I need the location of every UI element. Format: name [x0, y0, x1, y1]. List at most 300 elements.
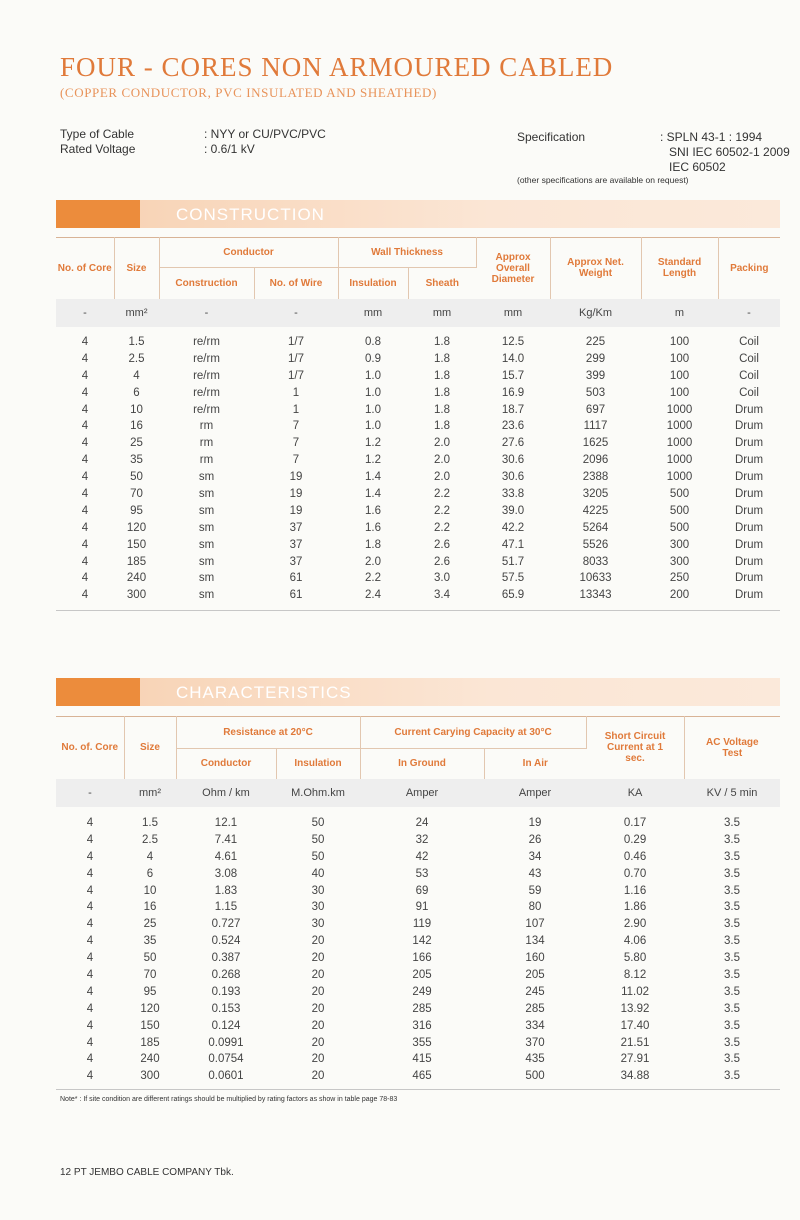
table-row — [56, 1068, 780, 1085]
table-row — [56, 967, 780, 984]
table-cell: 24 — [415, 816, 429, 829]
table-cell: 4 — [81, 504, 89, 517]
table-cell: 1.6 — [365, 504, 382, 517]
table-cell: re/rm — [193, 369, 220, 382]
table-cell: 1.8 — [434, 335, 451, 348]
table-cell: 30.6 — [501, 454, 525, 467]
table-cell: 17.40 — [620, 1019, 650, 1032]
specification-note: (other specifications are available on request) — [517, 175, 689, 185]
table-cell: 1.2 — [365, 454, 382, 467]
table-cell: 285 — [525, 1002, 545, 1015]
table-cell: 285 — [412, 1002, 432, 1015]
units-row — [56, 299, 780, 327]
table-cell: 300 — [126, 589, 147, 602]
table-cell: 0.0601 — [208, 1070, 244, 1083]
rated-voltage-value: : 0.6/1 kV — [204, 142, 255, 156]
table-cell: 100 — [669, 369, 690, 382]
table-cell: 1.15 — [214, 901, 238, 914]
table-cell: 120 — [140, 1002, 160, 1015]
table-cell: 185 — [126, 555, 147, 568]
header-sheath: Sheath — [425, 277, 459, 289]
table-row — [56, 502, 780, 519]
table-cell: 0.124 — [211, 1019, 241, 1032]
table-cell: 4 — [86, 952, 94, 965]
table-cell: 0.193 — [211, 985, 241, 998]
table-cell: 20 — [311, 935, 325, 948]
table-row — [56, 486, 780, 503]
table-cell: 300 — [140, 1070, 160, 1083]
table-cell: 1000 — [666, 437, 693, 450]
table-cell: Coil — [739, 369, 759, 382]
unit-cell: - — [159, 299, 254, 327]
table-cell: 2096 — [582, 454, 609, 467]
header-no-of-wire: No. of Wire — [254, 268, 338, 299]
table-cell: 1.8 — [434, 386, 451, 399]
unit-cell: mm — [338, 299, 408, 327]
page-subtitle: (COPPER CONDUCTOR, PVC INSULATED AND SHEATHED) — [60, 85, 437, 100]
page-footer: 12 PT JEMBO CABLE COMPANY Tbk. — [60, 1167, 234, 1178]
table-cell: 8033 — [582, 555, 609, 568]
table-cell: 3.5 — [724, 816, 741, 829]
table-cell: 19 — [289, 504, 303, 517]
table-cell: Drum — [734, 572, 764, 585]
table-cell: 1.8 — [434, 369, 451, 382]
table-cell: 20 — [311, 952, 325, 965]
table-row — [56, 983, 780, 1000]
table-row — [56, 401, 780, 418]
table-cell: 500 — [669, 521, 690, 534]
table-cell: 0.9 — [365, 352, 382, 365]
unit-cell: mm² — [124, 779, 176, 807]
unit-cell: - — [718, 299, 780, 327]
table-cell: 1000 — [666, 454, 693, 467]
table-cell: 4 — [86, 884, 94, 897]
table-cell: 27.91 — [620, 1053, 650, 1066]
table-cell: 7 — [292, 454, 300, 467]
table-cell: 34 — [528, 850, 542, 863]
table-cell: 4 — [81, 335, 89, 348]
header-short-circuit: Short Circuit Current at 1 sec. — [586, 717, 684, 779]
table-cell: 334 — [525, 1019, 545, 1032]
table-cell: 1 — [292, 403, 300, 416]
construction-table — [56, 237, 780, 604]
table-cell: 3.5 — [724, 1053, 741, 1066]
table-cell: 1000 — [666, 403, 693, 416]
header-ac-voltage: AC Voltage Test — [705, 736, 759, 759]
table-cell: 5526 — [582, 538, 609, 551]
unit-cell: Ohm / km — [176, 779, 276, 807]
characteristics-table — [56, 716, 780, 1085]
table-cell: 4 — [86, 968, 94, 981]
table-cell: 6 — [146, 867, 154, 880]
table-cell: 1.5 — [128, 335, 145, 348]
page-title: FOUR - CORES NON ARMOURED CABLED — [60, 52, 614, 82]
table-cell: sm — [198, 572, 215, 585]
table-cell: Drum — [734, 589, 764, 602]
header-size: Size — [114, 238, 159, 299]
table-cell: 43 — [528, 867, 542, 880]
header-current-capacity: Current Carying Capacity at 30°C — [360, 717, 586, 749]
table-cell: 185 — [140, 1036, 160, 1049]
table-row — [56, 882, 780, 899]
table-cell: 500 — [525, 1070, 545, 1083]
table-row — [56, 435, 780, 452]
table-cell: 42.2 — [501, 521, 525, 534]
table-cell: 3.5 — [724, 1036, 741, 1049]
table-cell: 20 — [311, 1036, 325, 1049]
unit-cell: Amper — [484, 779, 586, 807]
table-cell: 3.5 — [724, 884, 741, 897]
table-row — [56, 587, 780, 604]
table-cell: rm — [199, 454, 214, 467]
table-cell: 0.8 — [365, 335, 382, 348]
table-cell: 0.727 — [211, 918, 241, 931]
unit-cell: Amper — [360, 779, 484, 807]
table-cell: 10 — [130, 403, 143, 416]
table-cell: 25 — [130, 437, 143, 450]
table-cell: 1.5 — [142, 816, 158, 829]
table-cell: 20 — [311, 968, 325, 981]
table-cell: 3.4 — [434, 589, 451, 602]
table-cell: 160 — [525, 952, 545, 965]
specification-label: Specification — [517, 130, 586, 144]
table-cell: 4 — [86, 918, 94, 931]
table-row — [56, 452, 780, 469]
unit-cell: KV / 5 min — [684, 779, 780, 807]
unit-cell: KA — [586, 779, 684, 807]
table-cell: 15.7 — [501, 369, 525, 382]
table-cell: 57.5 — [501, 572, 525, 585]
table-cell: 4 — [86, 1070, 94, 1083]
table-row — [56, 950, 780, 967]
unit-cell: - — [56, 779, 124, 807]
construction-band-label: CONSTRUCTION — [176, 205, 325, 224]
table-cell: 500 — [669, 504, 690, 517]
specification-value-2: SNI IEC 60502-1 2009 — [669, 145, 790, 159]
table-cell: 355 — [412, 1036, 432, 1049]
table-cell: 4 — [81, 437, 89, 450]
table-cell: 3205 — [582, 487, 609, 500]
table-cell: 1.0 — [365, 386, 382, 399]
table-row — [56, 553, 780, 570]
table-cell: 50 — [130, 471, 143, 484]
table-row — [56, 899, 780, 916]
specification-value-1: : SPLN 43-1 : 1994 — [660, 130, 763, 144]
rating-factor-note: Note* : If site condition are different ratings should be multiplied by rating factors as show in table page 78-83 — [60, 1096, 398, 1103]
table-cell: 4 — [81, 487, 89, 500]
table-cell: 399 — [585, 369, 606, 382]
table-cell: 1.4 — [365, 487, 382, 500]
table-cell: 2.2 — [434, 521, 451, 534]
table-row — [56, 1000, 780, 1017]
table-cell: 465 — [412, 1070, 432, 1083]
table-cell: 80 — [528, 901, 542, 914]
table-cell: 3.5 — [724, 901, 741, 914]
table-cell: 4.06 — [623, 935, 647, 948]
table-cell: 2.2 — [434, 504, 451, 517]
header-wall-thickness: Wall Thickness — [338, 238, 476, 268]
table-cell: 1.2 — [365, 437, 382, 450]
table-cell: 10 — [143, 884, 157, 897]
table-cell: 26 — [528, 833, 542, 846]
table-cell: sm — [198, 487, 215, 500]
band-block — [56, 200, 140, 228]
unit-cell: - — [254, 299, 338, 327]
table-row — [56, 570, 780, 587]
table-cell: 4 — [81, 471, 89, 484]
table-cell: 3.5 — [724, 833, 741, 846]
table-cell: 1.83 — [214, 884, 238, 897]
table-cell: 0.524 — [211, 935, 241, 948]
table-cell: 50 — [311, 833, 325, 846]
table-cell: rm — [199, 437, 214, 450]
table-cell: 35 — [130, 454, 143, 467]
table-cell: 20 — [311, 1053, 325, 1066]
table-cell: 40 — [311, 867, 325, 880]
table-cell: 4 — [81, 555, 89, 568]
table-cell: 415 — [412, 1053, 432, 1066]
table-cell: 95 — [143, 985, 157, 998]
table-cell: 2.0 — [365, 555, 382, 568]
table-cell: 20 — [311, 1070, 325, 1083]
table-cell: 205 — [525, 968, 545, 981]
table-cell: 4 — [86, 1053, 94, 1066]
header-no-core: No. of Core — [56, 238, 114, 299]
header-conductor: Conductor — [176, 749, 276, 779]
table-row — [56, 815, 780, 832]
table-cell: 1000 — [666, 420, 693, 433]
table-cell: 370 — [525, 1036, 545, 1049]
table-cell: 3.08 — [214, 867, 238, 880]
table-cell: Coil — [739, 352, 759, 365]
table-row — [56, 519, 780, 536]
unit-cell: m — [641, 299, 718, 327]
table-row — [56, 469, 780, 486]
table-cell: 3.5 — [724, 985, 741, 998]
table-cell: 0.70 — [623, 867, 647, 880]
header-no-core: No. of. Core — [56, 717, 124, 779]
table-cell: 95 — [130, 504, 143, 517]
table-cell: Coil — [739, 386, 759, 399]
table-cell: 50 — [143, 952, 157, 965]
table-cell: 30 — [311, 884, 325, 897]
table-cell: 4 — [133, 369, 140, 382]
table-cell: 1.4 — [365, 471, 382, 484]
table-row — [56, 865, 780, 882]
header-in-ground: In Ground — [360, 749, 484, 779]
table-cell: 3.0 — [434, 572, 451, 585]
table-row — [56, 418, 780, 435]
rated-voltage-label: Rated Voltage — [60, 142, 136, 156]
table-row — [56, 916, 780, 933]
table-cell: 100 — [669, 386, 690, 399]
table-cell: 500 — [669, 487, 690, 500]
table-cell: 1.8 — [434, 352, 451, 365]
table-cell: 0.29 — [623, 833, 647, 846]
table-cell: 1.8 — [365, 538, 382, 551]
table-cell: 7 — [292, 420, 300, 433]
table-cell: 3.5 — [724, 1002, 741, 1015]
header-overall-diameter: Approx Overall Diameter — [476, 238, 550, 299]
table-cell: 16 — [143, 901, 157, 914]
table-cell: 61 — [289, 589, 303, 602]
table-cell: 2388 — [582, 471, 609, 484]
table-cell: 2.2 — [434, 487, 451, 500]
header-insulation: Insulation — [276, 749, 360, 779]
units-row — [56, 779, 780, 807]
table-cell: Drum — [734, 403, 764, 416]
table-cell: 4 — [86, 867, 94, 880]
type-of-cable-label: Type of Cable — [60, 127, 135, 141]
table-cell: 4 — [86, 935, 94, 948]
table-cell: 2.0 — [434, 437, 451, 450]
unit-cell: M.Ohm.km — [276, 779, 360, 807]
table-cell: 142 — [412, 935, 432, 948]
table-cell: 300 — [669, 538, 690, 551]
header-standard-length: Standard Length — [641, 238, 718, 299]
unit-cell: mm² — [114, 299, 159, 327]
table-cell: 50 — [311, 816, 325, 829]
table-cell: 0.387 — [211, 952, 241, 965]
table-cell: 19 — [289, 487, 303, 500]
table-cell: 166 — [412, 952, 432, 965]
table-cell: 249 — [412, 985, 432, 998]
unit-cell: mm — [476, 299, 550, 327]
table-cell: 200 — [669, 589, 690, 602]
construction-body — [56, 334, 780, 604]
table-cell: 4 — [86, 816, 94, 829]
table-cell: 12.5 — [501, 335, 525, 348]
characteristics-band-label: CHARACTERISTICS — [176, 683, 352, 702]
table-cell: 4 — [86, 901, 94, 914]
table-cell: 3.5 — [724, 1070, 741, 1083]
table-cell: 20 — [311, 1002, 325, 1015]
header-conductor-construction: Construction — [159, 268, 254, 299]
unit-cell: - — [56, 299, 114, 327]
table-cell: 2.6 — [434, 538, 451, 551]
table-cell: 2.2 — [365, 572, 382, 585]
table-cell: 299 — [585, 352, 606, 365]
table-cell: sm — [198, 555, 215, 568]
table-cell: 37 — [289, 538, 303, 551]
table-cell: 1117 — [583, 420, 608, 433]
table-cell: 65.9 — [501, 589, 525, 602]
header-net-weight: Approx Net. Weight — [550, 238, 641, 299]
table-cell: 1.6 — [365, 521, 382, 534]
table-cell: 4 — [86, 850, 94, 863]
table-cell: 91 — [415, 901, 429, 914]
table-cell: 240 — [126, 572, 147, 585]
table-cell: 0.0754 — [208, 1053, 244, 1066]
table-cell: 14.0 — [501, 352, 525, 365]
table-cell: 1.0 — [365, 420, 382, 433]
table-cell: 6 — [133, 386, 140, 399]
table-cell: Drum — [734, 437, 764, 450]
table-cell: 4 — [81, 386, 89, 399]
table-cell: 69 — [415, 884, 429, 897]
table-row — [56, 1034, 780, 1051]
table-cell: 435 — [525, 1053, 545, 1066]
table-row — [56, 384, 780, 401]
header-in-air: In Air — [522, 758, 548, 770]
table-row — [56, 350, 780, 367]
table-cell: 697 — [585, 403, 606, 416]
table-cell: 8.12 — [623, 968, 647, 981]
table-cell: 316 — [412, 1019, 432, 1032]
table-cell: 13343 — [579, 589, 612, 602]
band-block — [56, 678, 140, 706]
table-cell: 7.41 — [214, 833, 238, 846]
table-cell: 3.5 — [724, 918, 741, 931]
table-cell: 240 — [140, 1053, 160, 1066]
table-cell: re/rm — [193, 335, 220, 348]
table-cell: 42 — [415, 850, 429, 863]
table-cell: 4 — [81, 521, 89, 534]
table-cell: Drum — [734, 555, 764, 568]
table-cell: 3.5 — [724, 935, 741, 948]
table-cell: 2.5 — [142, 833, 158, 846]
table-cell: 1.86 — [623, 901, 647, 914]
table-cell: 3.5 — [724, 1019, 741, 1032]
header-conductor: Conductor — [159, 238, 338, 268]
table-cell: 2.4 — [365, 589, 382, 602]
table-cell: 100 — [669, 352, 690, 365]
table-cell: 3.5 — [724, 952, 741, 965]
unit-cell: Kg/Km — [550, 299, 641, 327]
characteristics-bottom-rule — [56, 1089, 780, 1090]
table-cell: 5264 — [582, 521, 609, 534]
table-cell: Drum — [734, 471, 764, 484]
table-cell: 3.5 — [724, 850, 741, 863]
table-cell: Drum — [734, 504, 764, 517]
table-cell: 1.0 — [365, 403, 382, 416]
table-cell: 59 — [528, 884, 542, 897]
table-cell: 4 — [81, 352, 89, 365]
table-cell: 1.8 — [434, 420, 451, 433]
table-cell: 107 — [525, 918, 545, 931]
table-cell: 4 — [81, 572, 89, 585]
table-cell: 1 — [292, 386, 300, 399]
table-cell: 13.92 — [620, 1002, 650, 1015]
construction-band — [56, 200, 780, 228]
table-cell: 1/7 — [288, 352, 304, 365]
table-cell: 4 — [86, 1002, 94, 1015]
construction-bottom-rule — [56, 610, 780, 611]
table-cell: 4 — [81, 538, 89, 551]
table-cell: 39.0 — [501, 504, 525, 517]
header-resistance: Resistance at 20°C — [176, 717, 360, 749]
table-cell: 2.5 — [128, 352, 145, 365]
table-cell: 3.5 — [724, 867, 741, 880]
table-cell: 150 — [140, 1019, 160, 1032]
table-cell: 300 — [669, 555, 690, 568]
table-cell: 3.5 — [724, 968, 741, 981]
table-cell: Drum — [734, 420, 764, 433]
table-cell: sm — [198, 538, 215, 551]
table-row — [56, 536, 780, 553]
table-cell: sm — [198, 589, 215, 602]
table-cell: 1.0 — [365, 369, 382, 382]
table-cell: 50 — [311, 850, 325, 863]
table-cell: 12.1 — [214, 816, 238, 829]
table-cell: sm — [198, 521, 215, 534]
table-cell: 34.88 — [620, 1070, 650, 1083]
table-cell: 4 — [81, 420, 89, 433]
table-cell: 4 — [81, 369, 89, 382]
specification-value-3: IEC 60502 — [669, 160, 726, 174]
table-cell: 1/7 — [288, 369, 304, 382]
table-cell: re/rm — [193, 352, 220, 365]
